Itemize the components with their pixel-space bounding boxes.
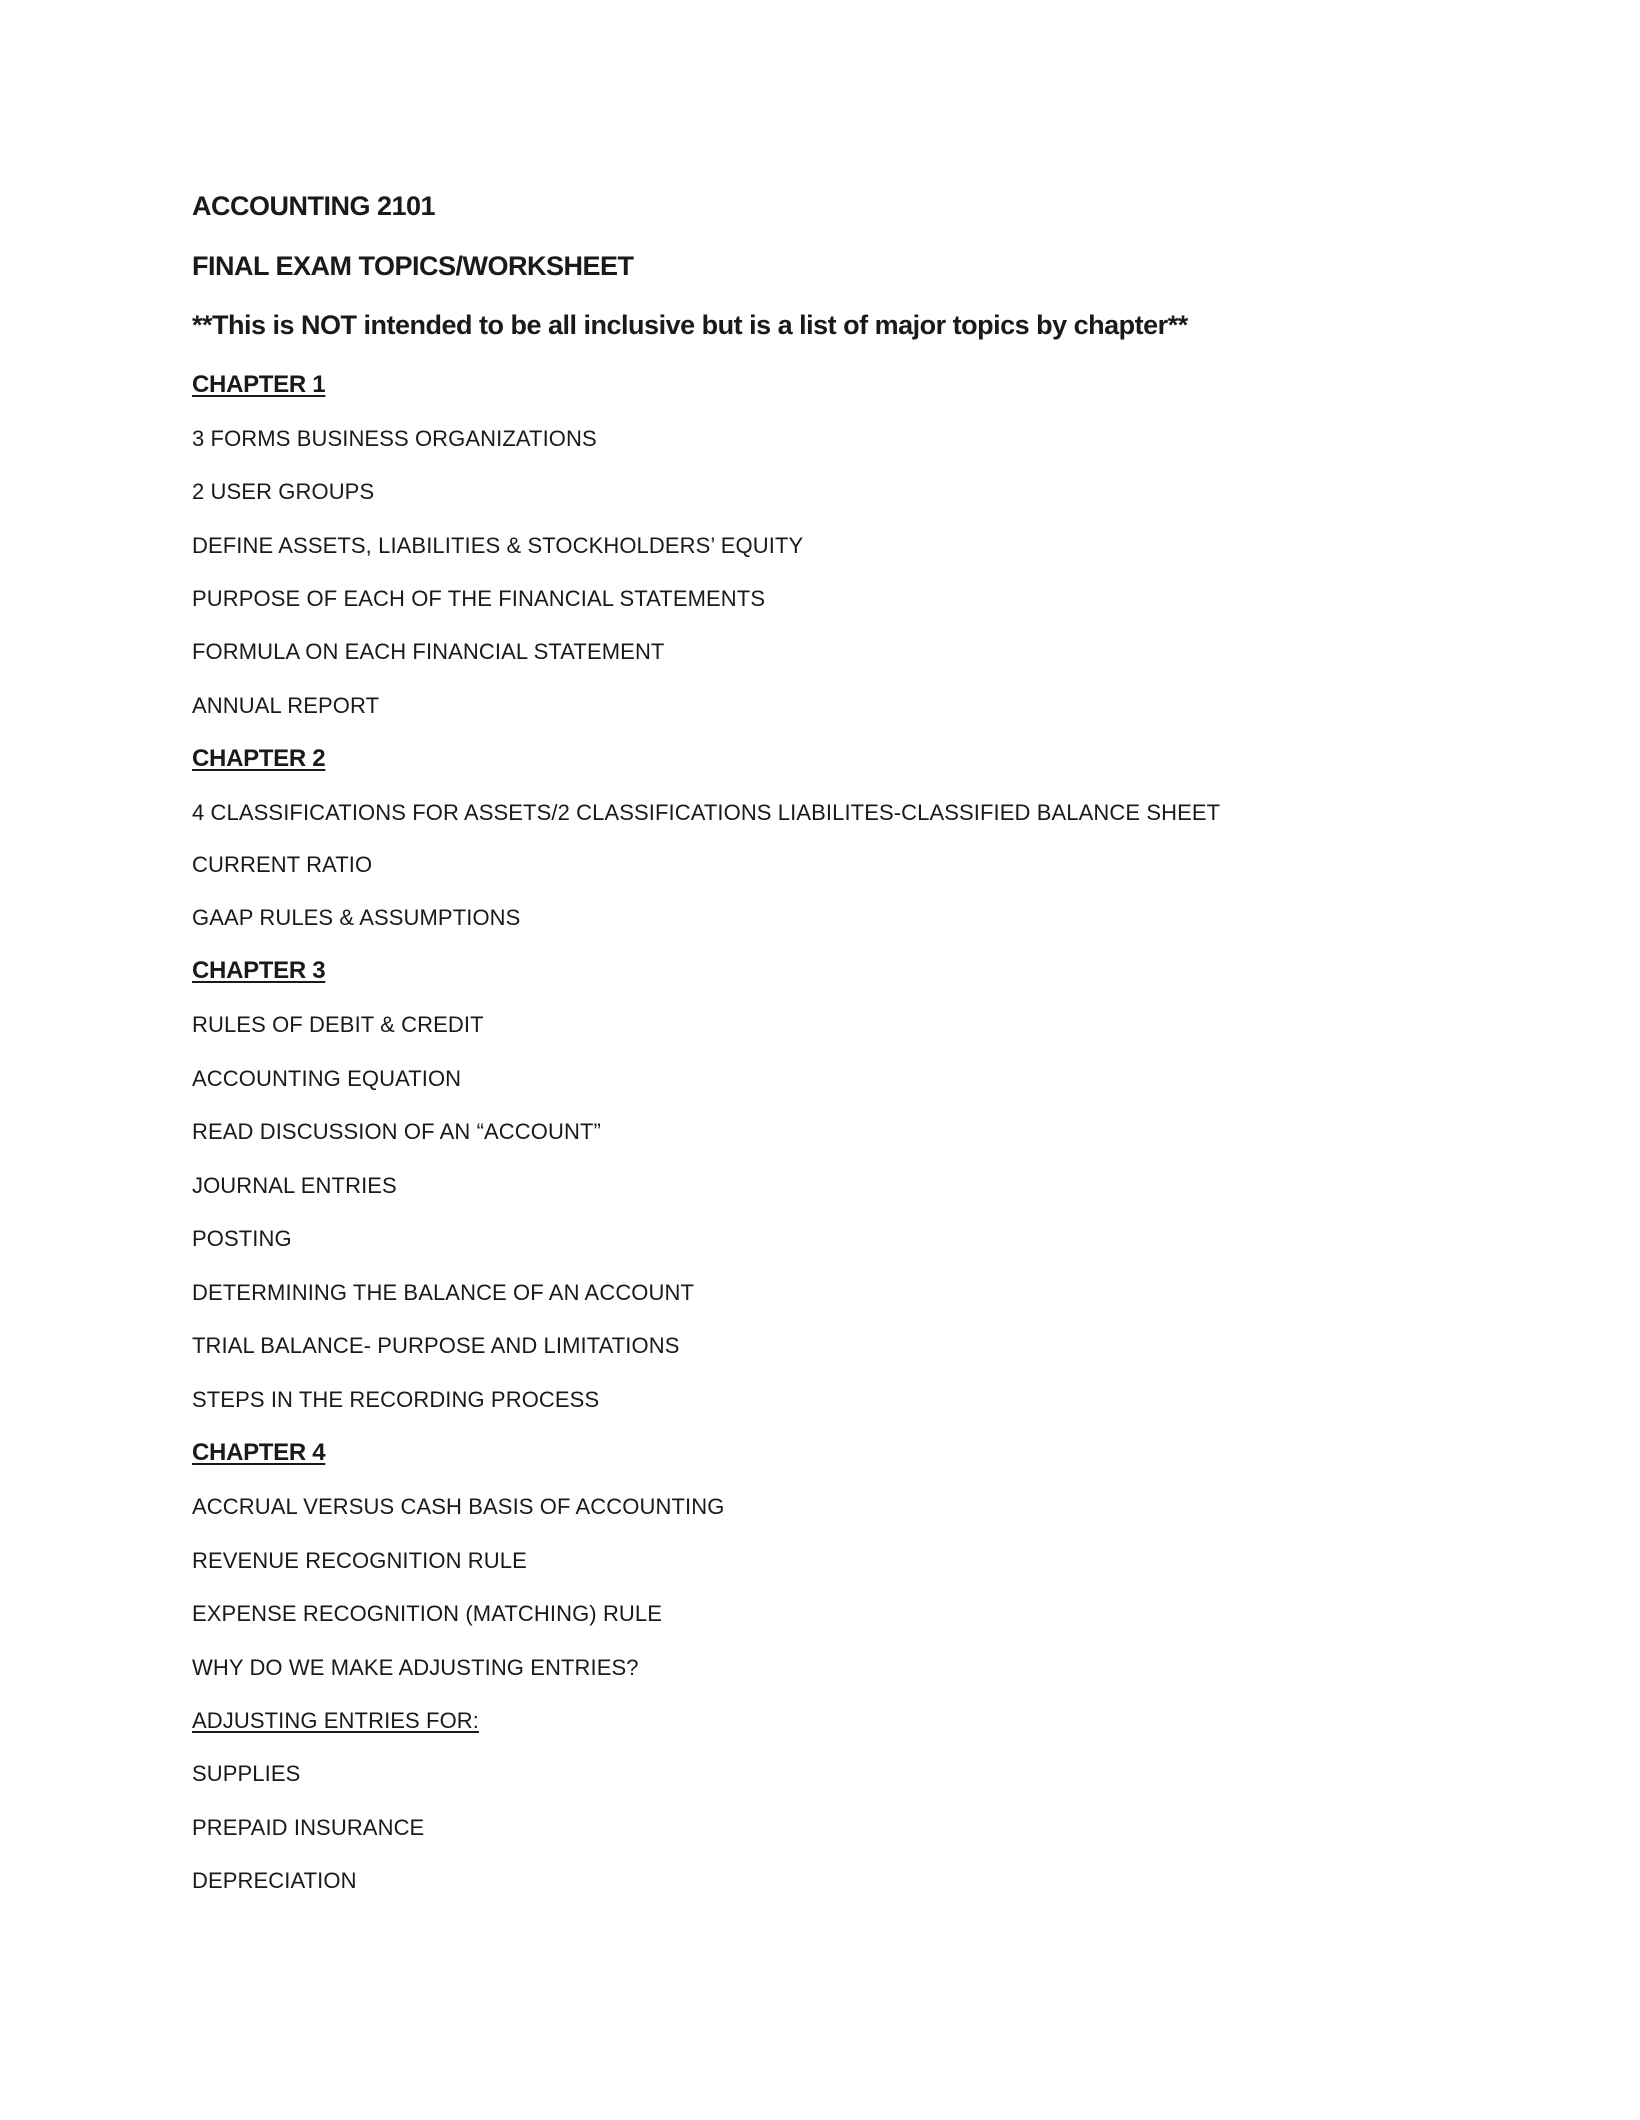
chapter-2-heading: CHAPTER 2 — [192, 745, 326, 772]
topic-item: RULES OF DEBIT & CREDIT — [192, 1012, 484, 1037]
chapter-4-heading: CHAPTER 4 — [192, 1439, 326, 1466]
topic-item: 3 FORMS BUSINESS ORGANIZATIONS — [192, 426, 597, 451]
topic-item: FORMULA ON EACH FINANCIAL STATEMENT — [192, 639, 665, 664]
topic-item: DEFINE ASSETS, LIABILITIES & STOCKHOLDERS’ EQUITY — [192, 533, 804, 558]
topic-item: PREPAID INSURANCE — [192, 1815, 425, 1840]
topic-item: READ DISCUSSION OF AN “ACCOUNT” — [192, 1119, 601, 1144]
topic-item: STEPS IN THE RECORDING PROCESS — [192, 1387, 600, 1412]
chapter-1-heading: CHAPTER 1 — [192, 371, 326, 398]
topic-item: 2 USER GROUPS — [192, 479, 375, 504]
topic-item: TRIAL BALANCE- PURPOSE AND LIMITATIONS — [192, 1333, 680, 1358]
topic-item: ACCOUNTING EQUATION — [192, 1066, 462, 1091]
topic-item: POSTING — [192, 1226, 292, 1251]
topic-item: DETERMINING THE BALANCE OF AN ACCOUNT — [192, 1280, 695, 1305]
topic-item: CURRENT RATIO — [192, 852, 373, 877]
topic-item: ACCRUAL VERSUS CASH BASIS OF ACCOUNTING — [192, 1494, 725, 1519]
topic-item: REVENUE RECOGNITION RULE — [192, 1548, 527, 1573]
topic-item: ANNUAL REPORT — [192, 693, 380, 718]
topic-item: PURPOSE OF EACH OF THE FINANCIAL STATEMENTS — [192, 586, 766, 611]
disclaimer-note: **This is NOT intended to be all inclusive but is a list of major topics by chapter** — [192, 310, 1188, 340]
document-subtitle: FINAL EXAM TOPICS/WORKSHEET — [192, 251, 634, 281]
topic-item: SUPPLIES — [192, 1761, 301, 1786]
topic-item: 4 CLASSIFICATIONS FOR ASSETS/2 CLASSIFICATIONS LIABILITES-CLASSIFIED BALANCE SHEET — [192, 800, 1221, 825]
topic-item: EXPENSE RECOGNITION (MATCHING) RULE — [192, 1601, 663, 1626]
chapter-3-heading: CHAPTER 3 — [192, 957, 326, 984]
topic-item: GAAP RULES & ASSUMPTIONS — [192, 905, 521, 930]
adjusting-entries-subheading: ADJUSTING ENTRIES FOR: — [192, 1708, 479, 1733]
course-title: ACCOUNTING 2101 — [192, 191, 436, 221]
topic-item: JOURNAL ENTRIES — [192, 1173, 397, 1198]
topic-item: WHY DO WE MAKE ADJUSTING ENTRIES? — [192, 1655, 639, 1680]
topic-item: DEPRECIATION — [192, 1868, 357, 1893]
